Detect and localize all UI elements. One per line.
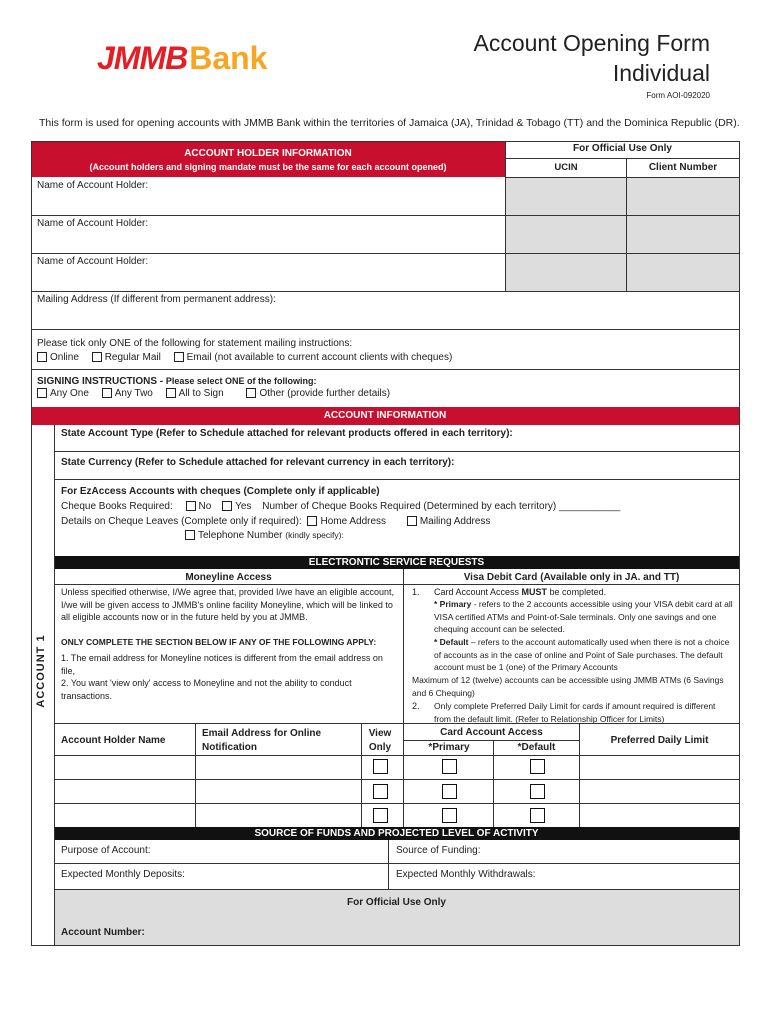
deposits-field[interactable]: Expected Monthly Deposits: — [61, 869, 185, 880]
cheque-no-checkbox[interactable] — [186, 501, 196, 511]
only-complete-text: ONLY COMPLETE THE SECTION BELOW IF ANY OF THE FOLLOWING APPLY: — [61, 637, 377, 647]
regular-mail-label: Regular Mail — [104, 352, 161, 363]
cheque-books-row — [61, 501, 620, 512]
any-two-checkbox[interactable] — [102, 388, 112, 398]
other-label: Other (provide further details) — [259, 388, 391, 399]
form-title: Account Opening Form — [473, 30, 710, 56]
currency-field[interactable]: State Currency (Refer to Schedule attached for relevant currency in each territory): — [61, 457, 455, 468]
signing-instructions — [37, 376, 316, 387]
visa-item-2-num: 2. — [412, 701, 420, 711]
visa-title: Visa Debit Card (Available only in JA. and TT) — [463, 572, 680, 583]
all-sign-checkbox[interactable] — [166, 388, 176, 398]
official-use-header: For Official Use Only — [573, 143, 672, 154]
visa-item-1 — [434, 586, 734, 599]
col-limit-header: Preferred Daily Limit — [610, 735, 709, 746]
account-type-field[interactable]: State Account Type (Refer to Schedule attached for relevant products offered in each territory): — [61, 428, 513, 439]
mailing-address-checkbox[interactable] — [407, 516, 417, 526]
signing-prompt: Please select ONE of the following: — [165, 376, 317, 386]
any-one-label: Any One — [50, 388, 89, 399]
holder-header — [31, 141, 505, 177]
primary-checkbox-1[interactable] — [442, 759, 457, 774]
name-field-3[interactable]: Name of Account Holder: — [37, 256, 149, 267]
source-field[interactable]: Source of Funding: — [396, 845, 481, 856]
visa-item-2: Only complete Preferred Daily Limit for cards if amount required is different from the default limit. (Refer to Relationship Officer for Limits) — [434, 701, 716, 724]
ezaccess-heading: For EzAccess Accounts with cheques (Complete only if applicable) — [61, 486, 380, 497]
col-default-header: *Default — [517, 742, 556, 753]
account-side-label — [31, 425, 54, 945]
visa-max-text: Maximum of 12 (twelve) accounts can be accessible using JMMB ATMs (6 Savings and 6 Chequing) — [412, 675, 724, 698]
visa-primary-desc: - refers to the 2 accounts accessible using your VISA debit card at all VISA certified ATMs and Point-of-Sale terminals. Only one savings and one chequing account can be selected. — [434, 599, 733, 634]
mailing-address-label: Mailing Address — [419, 516, 491, 527]
form-subtitle: Individual — [612, 60, 710, 86]
form-code: Form AOI-092020 — [646, 91, 710, 100]
other-checkbox[interactable] — [246, 388, 256, 398]
logo-mark: JMMB — [97, 40, 188, 76]
account-info-header: ACCOUNT INFORMATION — [31, 407, 739, 425]
holder-subtitle: (Account holders and signing mandate must be the same for each account opened) — [89, 162, 447, 172]
online-checkbox[interactable] — [37, 352, 47, 362]
default-checkbox-3[interactable] — [530, 808, 545, 823]
primary-checkbox-3[interactable] — [442, 808, 457, 823]
visa-1c: be completed. — [547, 587, 607, 597]
client-number-cells — [627, 177, 739, 291]
account-number-label: Account Number: — [61, 927, 145, 938]
statement-prompt: Please tick only ONE of the following for statement mailing instructions: — [37, 338, 353, 349]
col-holder-header: Account Holder Name — [61, 735, 166, 746]
col-card-header: Card Account Access — [440, 727, 543, 738]
ucin-label: UCIN — [554, 162, 578, 173]
account-side-text: ACCOUNT 1 — [35, 634, 47, 708]
funds-official-use: For Official Use Only — [347, 897, 446, 908]
signing-label: SIGNING INSTRUCTIONS - — [37, 376, 164, 387]
holder-title: ACCOUNT HOLDER INFORMATION — [184, 148, 352, 159]
telephone-row — [185, 530, 344, 541]
email-label: Email (not available to current account clients with cheques) — [186, 352, 453, 363]
any-one-checkbox[interactable] — [37, 388, 47, 398]
visa-item-1-num: 1. — [412, 587, 420, 597]
visa-default-desc: – refers to the account automatically used when there is not a choice of accounts as in the case of online and Point of Sale purchases. The default account must be 1 (one) of the Primary Accounts — [434, 637, 730, 672]
visa-primary-label: * Primary — [434, 599, 472, 609]
cheque-details-row — [61, 516, 490, 527]
view-only-checkbox-3[interactable] — [373, 808, 388, 823]
logo-bank-text: Bank — [189, 40, 268, 76]
telephone-label: Telephone Number — [198, 530, 283, 541]
home-address-checkbox[interactable] — [307, 516, 317, 526]
regular-mail-checkbox[interactable] — [92, 352, 102, 362]
default-checkbox-1[interactable] — [530, 759, 545, 774]
any-two-label: Any Two — [114, 388, 153, 399]
cheque-details-label: Details on Cheque Leaves (Complete only if required): — [61, 516, 302, 527]
name-field-2[interactable]: Name of Account Holder: — [37, 218, 149, 229]
moneyline-item-1: 1. The email address for Moneyline notices is different from the email address on file, — [61, 653, 383, 676]
moneyline-text: Unless specified otherwise, I/We agree that, provided I/we have an eligible account, I/we will be given access to JMMB's online facility Moneyline, which will be linked to all eligible accounts now or in the future held by you at JMMB. — [61, 587, 395, 622]
moneyline-title: Moneyline Access — [185, 572, 272, 583]
ucin-cells — [506, 177, 626, 291]
client-number-label: Client Number — [648, 162, 718, 173]
email-checkbox[interactable] — [174, 352, 184, 362]
primary-checkbox-2[interactable] — [442, 784, 457, 799]
home-address-label: Home Address — [320, 516, 387, 527]
all-sign-label: All to Sign — [178, 388, 224, 399]
purpose-field[interactable]: Purpose of Account: — [61, 845, 151, 856]
statement-options — [37, 352, 452, 363]
cheque-no-label: No — [198, 501, 212, 512]
visa-primary-text — [434, 598, 734, 636]
view-only-checkbox-2[interactable] — [373, 784, 388, 799]
cheque-req-label: Cheque Books Required: — [61, 501, 173, 512]
electronic-header: ELECTRONTIC SERVICE REQUESTS — [54, 556, 739, 569]
visa-default-label: * Default — [434, 637, 469, 647]
name-field-1[interactable]: Name of Account Holder: — [37, 180, 149, 191]
visa-1a: Card Account Access — [434, 587, 522, 597]
signing-options — [37, 388, 390, 399]
online-label: Online — [50, 352, 79, 363]
cheque-yes-checkbox[interactable] — [222, 501, 232, 511]
withdrawals-field[interactable]: Expected Monthly Withdrawals: — [396, 869, 536, 880]
mailing-address-field[interactable]: Mailing Address (If different from permanent address): — [37, 294, 276, 305]
col-primary-header: *Primary — [428, 742, 470, 753]
funds-header: SOURCE OF FUNDS AND PROJECTED LEVEL OF ACTIVITY — [54, 827, 739, 840]
col-view-header: View Only — [368, 728, 392, 753]
kindly-specify: (kindly specify): — [285, 530, 344, 540]
cheque-yes-label: Yes — [235, 501, 252, 512]
logo — [97, 40, 267, 80]
view-only-checkbox-1[interactable] — [373, 759, 388, 774]
intro-text: This form is used for opening accounts with JMMB Bank within the territories of Jamaica (JA), Trinidad & Tobago (TT) and the Dominica Republic (DR). — [39, 117, 740, 129]
visa-1b: MUST — [521, 587, 548, 597]
default-checkbox-2[interactable] — [530, 784, 545, 799]
moneyline-item-2: 2. You want 'view only' access to Moneyline and not the ability to conduct transactions. — [61, 678, 352, 701]
telephone-checkbox[interactable] — [185, 530, 195, 540]
visa-default-text — [434, 636, 734, 674]
col-email-header: Email Address for Online Notification — [202, 728, 322, 753]
num-books-label[interactable]: Number of Cheque Books Required (Determined by each territory) ___________ — [262, 501, 621, 512]
